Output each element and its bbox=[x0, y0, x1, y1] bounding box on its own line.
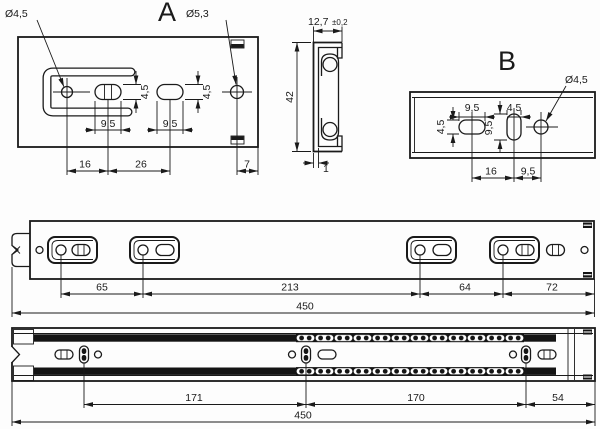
dim-hslot-height bbox=[435, 107, 459, 147]
vslot bbox=[507, 108, 521, 182]
cutout-3 bbox=[407, 237, 456, 263]
dim-65: 65 bbox=[96, 281, 108, 294]
dim-bottom-row bbox=[472, 166, 541, 179]
dim-slot2-height bbox=[185, 71, 213, 113]
dim-72: 72 bbox=[546, 281, 558, 294]
svg-text:9,5: 9,5 bbox=[162, 118, 178, 130]
svg-text:4,5: 4,5 bbox=[506, 102, 522, 114]
view-a-label: A bbox=[157, 0, 177, 27]
svg-text:9,5: 9,5 bbox=[464, 102, 480, 114]
section-view bbox=[284, 16, 348, 175]
dim-171: 171 bbox=[185, 392, 203, 404]
hole-group-left bbox=[55, 346, 102, 363]
view-a bbox=[5, 0, 258, 175]
dim-450: 450 bbox=[294, 409, 312, 422]
right-end-details bbox=[568, 329, 592, 380]
hslot bbox=[459, 112, 485, 182]
svg-text:4,5: 4,5 bbox=[139, 84, 151, 100]
dia-5-3-label: Ø5,3 bbox=[186, 8, 209, 20]
dim-7: 7 bbox=[244, 158, 250, 171]
svg-text:1: 1 bbox=[323, 163, 329, 175]
dim-170: 170 bbox=[407, 392, 425, 404]
svg-text:42: 42 bbox=[284, 91, 296, 103]
hole-group-middle bbox=[289, 346, 337, 363]
dim-vslot-height bbox=[483, 101, 507, 153]
dim-64: 64 bbox=[459, 281, 471, 294]
leader-line bbox=[226, 20, 236, 85]
slide-top-view bbox=[12, 221, 595, 317]
dim-slot1-height bbox=[123, 71, 151, 113]
cutout-4 bbox=[490, 237, 539, 263]
dim-450: 450 bbox=[296, 300, 314, 313]
dim-height-42 bbox=[284, 43, 311, 152]
dim-overall-length bbox=[12, 410, 595, 423]
dim-width-tolerance: ±0,2 bbox=[332, 18, 348, 27]
corner-clip-bottom bbox=[231, 136, 244, 144]
svg-text:9,5: 9,5 bbox=[100, 118, 116, 130]
dim-overall-length bbox=[12, 301, 595, 314]
end-slots bbox=[547, 245, 589, 256]
dim-bottom-row bbox=[67, 147, 258, 175]
hole-group-right bbox=[510, 346, 557, 363]
ball-bearing-bottom bbox=[323, 123, 337, 137]
dim-width: 12,7 bbox=[308, 16, 329, 28]
dim-213: 213 bbox=[281, 281, 299, 294]
ball-retainer-top bbox=[296, 334, 524, 342]
view-b-label: B bbox=[497, 46, 517, 76]
dia-4-5-label: Ø4,5 bbox=[5, 8, 28, 20]
svg-text:4,5: 4,5 bbox=[435, 119, 447, 135]
dim-54: 54 bbox=[552, 392, 564, 404]
svg-text:4,5: 4,5 bbox=[201, 84, 213, 100]
dim-26: 26 bbox=[135, 158, 147, 171]
front-bracket bbox=[12, 234, 30, 267]
ball-bearing-top bbox=[323, 58, 337, 72]
view-b bbox=[410, 46, 595, 182]
ball-retainer-bottom bbox=[296, 367, 524, 375]
svg-text:9,5: 9,5 bbox=[483, 120, 495, 136]
left-end-caps bbox=[11, 330, 34, 381]
corner-clip-top bbox=[231, 40, 244, 48]
dia-4-5-label: Ø4,5 bbox=[565, 74, 588, 86]
dim-16: 16 bbox=[79, 158, 91, 171]
inner-rail-and-balls bbox=[322, 54, 339, 140]
slide-side-view bbox=[11, 328, 595, 426]
dim-9-5: 9,5 bbox=[520, 165, 536, 178]
cutout-2 bbox=[130, 237, 179, 263]
small-hole bbox=[36, 247, 43, 254]
dim-16: 16 bbox=[485, 165, 497, 178]
cutout-1 bbox=[48, 237, 97, 263]
